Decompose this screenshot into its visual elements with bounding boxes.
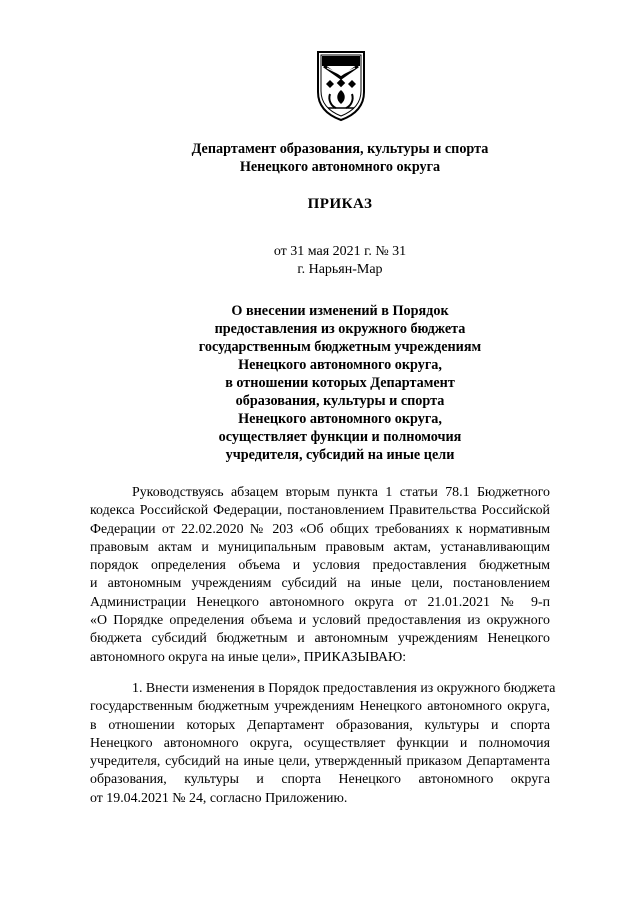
subject-line: учредителя, субсидий на иные цели xyxy=(225,447,455,463)
subject-line: предоставления из окружного бюджета xyxy=(214,321,466,337)
preamble-paragraph xyxy=(90,484,550,667)
paragraph-line: порядок определения объема и условия предоставления бюджетным xyxy=(90,558,550,574)
subject-line: О внесении изменений в Порядок xyxy=(231,303,449,319)
department-line: Департамент образования, культуры и спорта xyxy=(191,141,489,157)
order-date: от 31 мая 2021 г. № 31 xyxy=(273,244,407,259)
subject-line: образования, культуры и спорта xyxy=(235,393,445,409)
order-subject xyxy=(90,302,590,464)
order-item-1 xyxy=(90,680,556,808)
paragraph-line: Ненецкого автономного округа, осуществляет функции и полномочия xyxy=(90,735,550,751)
paragraph-line: государственным бюджетным учреждениям Ненецкого автономного округа, xyxy=(90,699,550,715)
department-name xyxy=(90,140,590,176)
paragraph-line: Руководствуясь абзацем вторым пункта 1 статьи 78.1 Бюджетного xyxy=(132,485,550,500)
paragraph-line: образования, культуры и спорта Ненецкого автономного округа xyxy=(90,772,550,788)
paragraph-line: Федерации от 22.02.2020 № 203 «Об общих требованиях к нормативным xyxy=(90,521,550,537)
paragraph-line: и автономным учреждениям субсидий на иные цели, постановлением xyxy=(90,576,550,592)
order-city: г. Нарьян-Мар xyxy=(297,262,383,277)
subject-line: Ненецкого автономного округа, xyxy=(238,357,442,373)
paragraph-line: от 19.04.2021 № 24, согласно Приложению. xyxy=(90,790,348,806)
paragraph-line: бюджета субсидий бюджетным и автономным учреждениям Ненецкого xyxy=(90,631,550,647)
subject-line: осуществляет функции и полномочия xyxy=(218,429,462,445)
coat-of-arms-icon xyxy=(314,48,368,122)
paragraph-line: кодекса Российской Федерации, постановлением Правительства Российской xyxy=(90,503,550,519)
subject-line: государственным бюджетным учреждениям xyxy=(198,339,482,355)
document-type: ПРИКАЗ xyxy=(307,196,373,212)
paragraph-line: Администрации Ненецкого автономного округа от 21.01.2021 № 9-п xyxy=(90,594,550,610)
department-line: Ненецкого автономного округа xyxy=(239,159,441,175)
paragraph-line: правовым актам и муниципальным правовым актам, устанавливающим xyxy=(90,539,550,555)
paragraph-line: 1. Внести изменения в Порядок предоставления из окружного бюджета xyxy=(132,681,556,696)
paragraph-line: автономного округа на иные цели», ПРИКАЗЫВАЮ: xyxy=(90,649,407,665)
paragraph-line: в отношении которых Департамент образования, культуры и спорта xyxy=(90,717,550,733)
paragraph-line: «О Порядке определения объема и условий предоставления из окружного xyxy=(90,613,550,629)
order-date-block xyxy=(90,243,590,279)
paragraph-line: учредителя, субсидий на иные цели, утвержденный приказом Департамента xyxy=(90,754,550,770)
subject-line: Ненецкого автономного округа, xyxy=(238,411,442,427)
subject-line: в отношении которых Департамент xyxy=(225,375,455,391)
